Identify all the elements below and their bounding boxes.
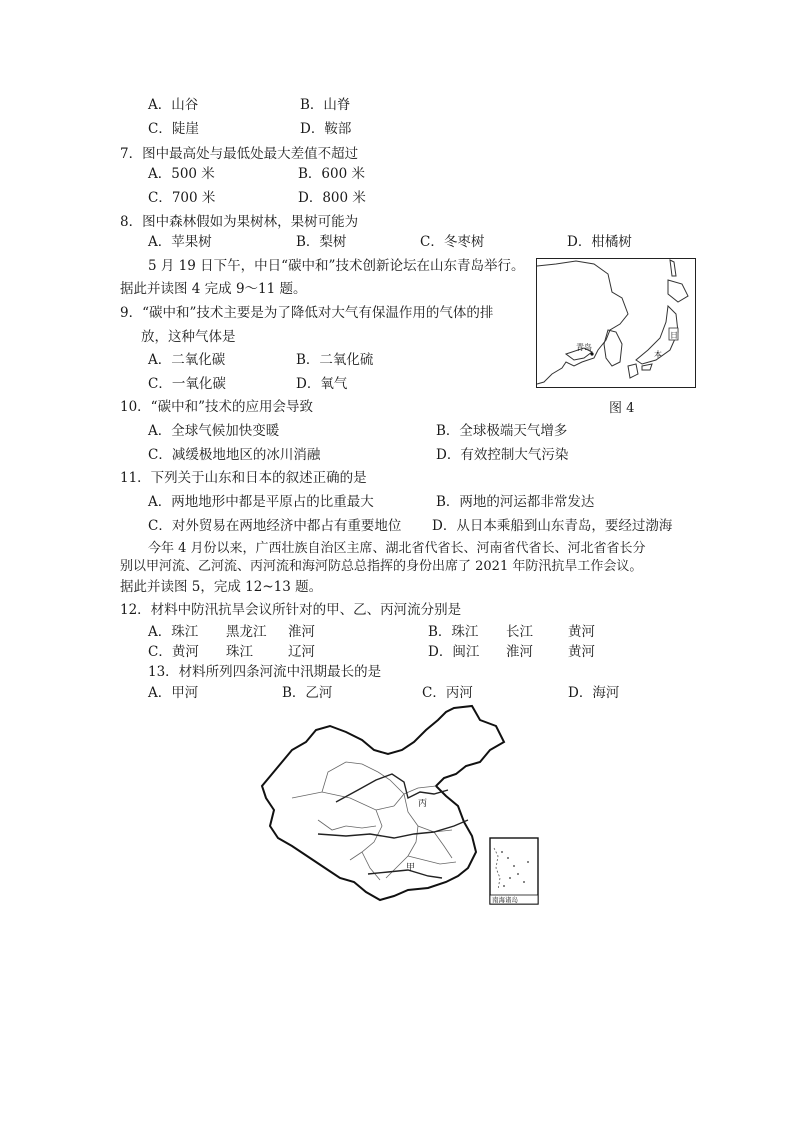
q11-option-d: D．从日本乘船到山东青岛，要经过渤海 (432, 518, 673, 534)
q6-option-b: B．山脊 (300, 97, 351, 113)
q12-stem: 12．材料中防汛抗旱会议所针对的甲、乙、丙河流分别是 (120, 602, 462, 618)
q13-stem: 13．材料所列四条河流中汛期最长的是 (148, 664, 382, 680)
q12-option-b-2: 长江 (506, 624, 533, 640)
figure-5-map (258, 702, 540, 906)
intro2-line3: 据此并读图 5，完成 12~13 题。 (120, 579, 323, 595)
q7-option-a: A．500 米 (148, 166, 215, 182)
q8-option-c: C．冬枣树 (420, 234, 485, 250)
q9-option-a: A．二氧化碳 (148, 352, 226, 368)
q8-option-d: D．柑橘树 (567, 234, 632, 250)
fig4-label-ri: 日 (670, 331, 678, 340)
q10-stem: 10．“碳中和”技术的应用会导致 (120, 399, 313, 415)
intro2-line1: 今年 4 月份以来，广西壮族自治区主席、湖北省代省长、河南省代省长、河北省省长分 (148, 541, 646, 556)
figure-4-map (536, 258, 696, 388)
q12-option-d-2: 淮河 (506, 644, 533, 660)
fig4-label-qingdao: 青岛 (576, 343, 592, 352)
q12-option-c-3: 辽河 (288, 644, 315, 660)
q11-option-c: C．对外贸易在两地经济中都占有重要地位 (148, 518, 402, 534)
q8-option-a: A．苹果树 (148, 234, 212, 250)
q12-option-d-1: D．闽江 (428, 644, 480, 660)
q12-option-d-3: 黄河 (568, 644, 595, 660)
q6-option-a: A．山谷 (148, 97, 199, 113)
q11-option-a: A．两地地形中都是平原占的比重最大 (148, 494, 374, 510)
q8-option-b: B．梨树 (296, 234, 347, 250)
figure-4-caption: 图 4 (609, 401, 635, 416)
intro1-line1: 5 月 19 日下午，中日“碳中和”技术创新论坛在山东青岛举行。 (148, 258, 525, 274)
q10-option-c: C．减缓极地地区的冰川消融 (148, 447, 321, 463)
q10-option-d: D．有效控制大气污染 (436, 447, 569, 463)
q12-option-b-1: B．珠江 (428, 624, 479, 640)
intro1-line2: 据此并读图 4 完成 9～11 题。 (120, 281, 307, 297)
q11-option-b: B．两地的河运都非常发达 (436, 494, 595, 510)
q13-option-b: B．乙河 (282, 685, 333, 701)
q9-option-b: B．二氧化硫 (296, 352, 374, 368)
q8-stem: 8．图中森林假如为果树林，果树可能为 (120, 214, 359, 230)
q12-option-c-1: C．黄河 (148, 644, 199, 660)
fig5-label-jia: 甲 (406, 863, 416, 873)
q12-option-a-1: A．珠江 (148, 624, 199, 640)
q12-option-c-2: 珠江 (226, 644, 253, 660)
q7-option-d: D．800 米 (298, 190, 366, 206)
q9-stem-line1: 9．“碳中和”技术主要是为了降低对大气有保温作用的气体的排 (120, 305, 494, 321)
q12-option-b-3: 黄河 (568, 624, 595, 640)
fig5-inset-label: 南海诸岛 (492, 896, 518, 904)
q9-option-c: C．一氧化碳 (148, 376, 226, 392)
intro2-line2: 别以甲河流、乙河流、丙河流和海河防总总指挥的身份出席了 2021 年防汛抗旱工作会议。 (120, 559, 643, 574)
q13-option-a: A．甲河 (148, 685, 199, 701)
q13-option-d: D．海河 (568, 685, 620, 701)
q12-option-a-2: 黑龙江 (226, 624, 267, 640)
q9-option-d: D．氧气 (296, 376, 348, 392)
q6-option-d: D．鞍部 (300, 121, 352, 137)
q12-option-a-3: 淮河 (288, 624, 315, 640)
q11-stem: 11．下列关于山东和日本的叙述正确的是 (120, 470, 367, 486)
fig5-label-bing: 丙 (418, 799, 428, 809)
q13-option-c: C．丙河 (422, 685, 473, 701)
q10-option-a: A．全球气候加快变暖 (148, 423, 280, 439)
q10-option-b: B．全球极端天气增多 (436, 423, 568, 439)
q6-option-c: C．陡崖 (148, 121, 199, 137)
q7-stem: 7．图中最高处与最低处最大差值不超过 (120, 146, 359, 162)
q7-option-c: C．700 米 (148, 190, 216, 206)
q9-stem-line2: 放，这种气体是 (141, 329, 236, 345)
q7-option-b: B．600 米 (298, 166, 365, 182)
fig4-label-ben: 本 (654, 350, 662, 359)
